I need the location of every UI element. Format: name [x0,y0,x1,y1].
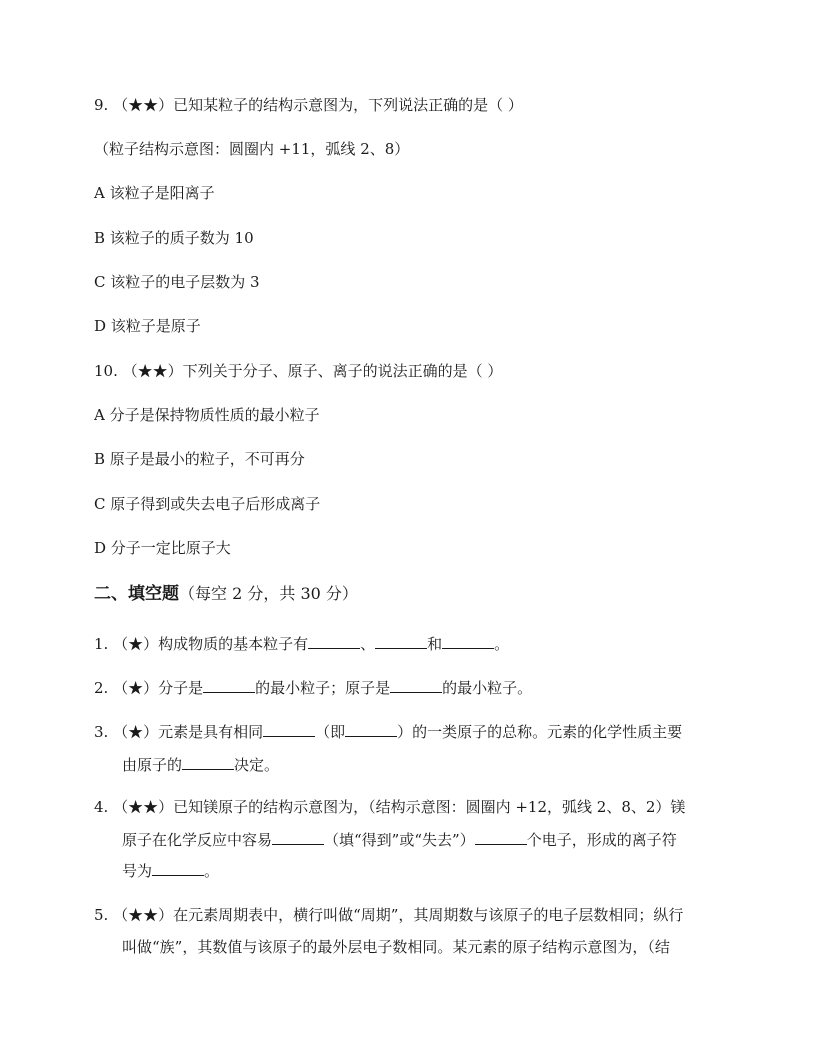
answer-blank[interactable] [272,829,324,845]
fill-q2-text: 的最小粒子。 [442,679,533,697]
question-10-option-a: A 分子是保持物质性质的最小粒子 [94,406,320,424]
fill-q1-text: 。 [494,635,510,653]
answer-blank[interactable] [308,633,360,649]
fill-question-4-line-1: 4. （★★）已知镁原子的结构示意图为，（结构示意图：圆圈内 +12，弧线 2、8、2）镁 [94,798,686,816]
question-10-option-b: B 原子是最小的粒子，不可再分 [94,450,305,468]
fill-question-3-line-1 [94,721,682,742]
section-subtitle: （每空 2 分，共 30 分） [179,584,358,603]
fill-question-5-line-2: 叫做“族”，其数值与该原子的最外层电子数相同。某元素的原子结构示意图为，（结 [122,938,670,956]
fill-q3-text: 由原子的 [122,756,183,774]
answer-blank[interactable] [345,721,397,737]
answer-blank[interactable] [182,754,234,770]
fill-question-4-line-3 [122,860,219,881]
fill-question-3-line-2 [122,754,279,775]
question-9-option-c: C 该粒子的电子层数为 3 [94,273,260,291]
answer-blank[interactable] [442,633,494,649]
fill-q1-text: 、 [360,635,376,653]
question-10-option-c: C 原子得到或失去电子后形成离子 [94,495,321,513]
fill-q4-text: 个电子，形成的离子符 [526,831,677,849]
fill-q4-text: 原子在化学反应中容易 [122,831,273,849]
fill-question-1 [94,633,509,654]
question-9-option-d: D 该粒子是原子 [94,317,201,335]
fill-q3-text: （即 [315,723,346,741]
fill-q3-text: ）的一类原子的总称。元素的化学性质主要 [397,723,683,741]
fill-question-5-line-1: 5. （★★）在元素周期表中，横行叫做“周期”，其周期数与该原子的电子层数相同；纵行 [94,906,684,924]
answer-blank[interactable] [375,633,427,649]
question-9-option-a: A 该粒子是阳离子 [94,184,215,202]
question-9-option-b: B 该粒子的质子数为 10 [94,229,254,247]
fill-q1-text: 和 [427,635,443,653]
fill-q3-text: 决定。 [234,756,280,774]
fill-q4-text: （填“得到”或“失去”） [324,831,475,849]
answer-blank[interactable] [203,677,255,693]
fill-q2-text: 2. （★）分子是 [94,679,204,697]
fill-q4-text: 号为 [122,862,153,880]
fill-question-2 [94,677,532,698]
section-title: 二、填空题 [94,584,179,604]
answer-blank[interactable] [475,829,527,845]
fill-question-4-line-2 [122,829,677,850]
question-9-stem: 9. （★★）已知某粒子的结构示意图为，下列说法正确的是（ ） [94,96,523,114]
section-heading [94,584,358,604]
answer-blank[interactable] [152,860,204,876]
answer-blank[interactable] [390,677,442,693]
fill-q4-text: 。 [204,862,220,880]
answer-blank[interactable] [263,721,315,737]
fill-q2-text: 的最小粒子；原子是 [255,679,391,697]
question-10-option-d: D 分子一定比原子大 [94,539,231,557]
fill-q3-text: 3. （★）元素是具有相同 [94,723,264,741]
question-10-stem: 10. （★★）下列关于分子、原子、离子的说法正确的是（ ） [94,362,503,380]
fill-q1-text: 1. （★）构成物质的基本粒子有 [94,635,309,653]
question-9-diagram-note: （粒子结构示意图：圆圈内 +11，弧线 2、8） [94,140,410,158]
